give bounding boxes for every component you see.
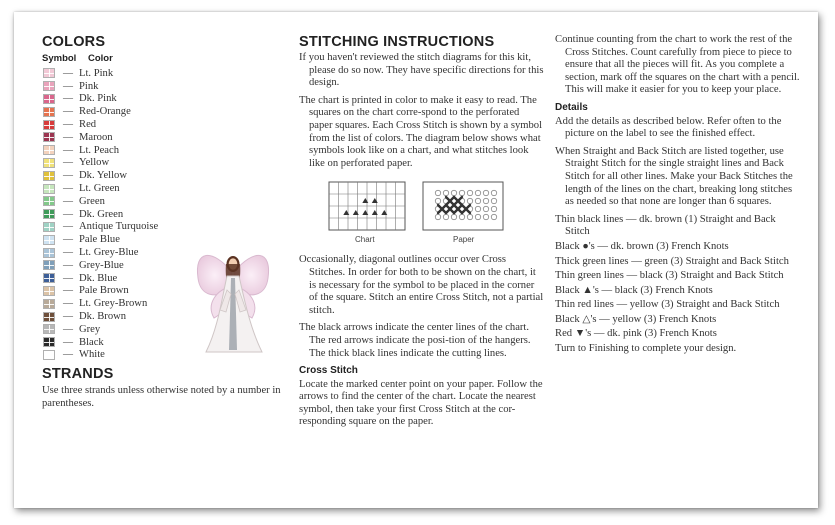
- color-symbol-swatch: [43, 184, 55, 194]
- color-symbol-swatch: [43, 299, 55, 309]
- color-key-row: [42, 157, 158, 170]
- color-key-row: [42, 297, 158, 310]
- key-dash: —: [63, 119, 73, 131]
- color-symbol-swatch: [43, 171, 55, 181]
- color-name: Dk. Blue: [79, 272, 118, 284]
- color-symbol-swatch: [43, 209, 55, 219]
- key-dash: —: [63, 336, 73, 348]
- key-dash: —: [63, 157, 73, 169]
- color-key-row: [42, 80, 158, 93]
- details-column: [555, 12, 800, 361]
- stitching-intro: If you haven't reviewed the stitch diagrams for this kit, please do so now. They have specific directions for this design.: [299, 52, 544, 89]
- detail-item: Black ▲'s — black (3) French Knots: [555, 284, 713, 296]
- color-name: Lt. Green: [79, 183, 120, 195]
- color-key-row: [42, 272, 158, 285]
- color-symbol-swatch: [43, 286, 55, 296]
- straight-back-stitch-text: When Straight and Back Stitch are listed together, use Straight Stitch for the single straight lines and Back Stitch for all other lines. Make your Back Stitches the length of the lines on the chart, breaking long stitches as needed so that none are longer than 6 squares.: [555, 145, 793, 208]
- color-key-row: [42, 208, 158, 221]
- diagonal-outlines-text: Occasionally, diagonal outlines occur over Cross Stitches. In order for both to be shown on the chart, it is necessary for the symbol to be placed in the corner of the square. Stitch an entire Cross Stitch, not a partial stitch.: [299, 254, 544, 316]
- color-name: Red: [79, 119, 97, 131]
- finishing-text: Turn to Finishing to complete your design.: [555, 343, 737, 355]
- key-dash: —: [63, 272, 73, 284]
- paper-label: Paper: [453, 235, 475, 245]
- colors-heading: COLORS: [42, 34, 106, 50]
- key-dash: —: [63, 285, 73, 297]
- key-dash: —: [63, 349, 73, 361]
- cross-stitch-heading: Cross Stitch: [299, 365, 358, 377]
- key-dash: —: [63, 144, 73, 156]
- key-dash: —: [63, 259, 73, 271]
- color-key-row: [42, 93, 158, 106]
- color-symbol-swatch: [43, 158, 55, 168]
- color-key-row: [42, 323, 158, 336]
- color-key-row: [42, 336, 158, 349]
- chart-diagram: [329, 182, 405, 230]
- color-name: Pale Blue: [79, 234, 120, 246]
- color-name: Pink: [79, 80, 99, 92]
- color-name: Dk. Yellow: [79, 170, 127, 182]
- symbol-column-header: Symbol: [42, 53, 77, 64]
- details-list: [555, 214, 800, 341]
- color-name: Grey: [79, 323, 101, 335]
- color-name: Dk. Brown: [79, 311, 127, 323]
- color-symbol-swatch: [43, 222, 55, 232]
- color-name: Dk. Pink: [79, 93, 117, 105]
- color-symbol-swatch: [43, 68, 55, 78]
- key-dash: —: [63, 170, 73, 182]
- color-key-row: [42, 67, 158, 80]
- color-name: Lt. Pink: [79, 67, 114, 79]
- key-dash: —: [63, 183, 73, 195]
- color-key-row: [42, 182, 158, 195]
- color-symbol-swatch: [43, 120, 55, 130]
- detail-item: Thin green lines — black (3) Straight and Back Stitch: [555, 270, 784, 282]
- color-symbol-swatch: [43, 81, 55, 91]
- stitching-chart-explanation: The chart is printed in color to make it easy to read. The squares on the chart corre-spond to the perforated paper squares. Each Cross Stitch is shown by a symbol from the list of colors. The diagram below shows what symbols look like on a chart, and what stitches look like on perforated paper.: [299, 94, 543, 169]
- chart-paper-diagram: [299, 178, 544, 248]
- color-key-row: [42, 144, 158, 157]
- key-dash: —: [63, 221, 73, 233]
- cross-stitch-text: Locate the marked center point on your paper. Follow the arrows to find the center of the chart. Locate the nearest symbol, then take your first Cross Stitch at the cor-responding square on the paper.: [299, 378, 543, 428]
- color-symbol-swatch: [43, 260, 55, 270]
- color-symbol-swatch: [43, 132, 55, 142]
- key-dash: —: [63, 93, 73, 105]
- color-symbol-swatch: [43, 235, 55, 245]
- key-dash: —: [63, 298, 73, 310]
- detail-item: Thin black lines — dk. brown (1) Straight and Back Stitch: [555, 213, 776, 238]
- angel-illustration: [192, 238, 274, 356]
- color-symbol-swatch: [43, 248, 55, 258]
- color-symbol-swatch: [43, 324, 55, 334]
- key-dash: —: [63, 311, 73, 323]
- color-key-row: [42, 169, 158, 182]
- key-dash: —: [63, 67, 73, 79]
- color-key-row: [42, 221, 158, 234]
- color-name: Antique Turquoise: [79, 221, 159, 233]
- key-dash: —: [63, 106, 73, 118]
- color-column-header: Color: [88, 53, 113, 64]
- key-dash: —: [63, 323, 73, 335]
- color-symbol-swatch: [43, 107, 55, 117]
- detail-item: Black △'s — yellow (3) French Knots: [555, 313, 717, 325]
- detail-item: Thick green lines — green (3) Straight and Back Stitch: [555, 255, 789, 267]
- instruction-sheet: [14, 12, 818, 508]
- stitching-column: [299, 12, 544, 434]
- color-name: Green: [79, 195, 105, 207]
- color-name: Maroon: [79, 131, 113, 143]
- color-key-row: [42, 246, 158, 259]
- color-name: Yellow: [79, 157, 110, 169]
- stitching-heading: STITCHING INSTRUCTIONS: [299, 34, 495, 50]
- color-name: Pale Brown: [79, 285, 129, 297]
- color-key-row: [42, 349, 158, 362]
- color-key-list: [42, 67, 158, 361]
- color-name: Lt. Grey-Blue: [79, 247, 139, 259]
- color-name: Lt. Peach: [79, 144, 120, 156]
- key-dash: —: [63, 234, 73, 246]
- detail-item: Thin red lines — yellow (3) Straight and Back Stitch: [555, 299, 780, 311]
- color-key-row: [42, 195, 158, 208]
- paper-diagram: [423, 182, 503, 230]
- color-name: Grey-Blue: [79, 259, 124, 271]
- color-key-row: [42, 310, 158, 323]
- color-name: Dk. Green: [79, 208, 124, 220]
- arrows-text: The black arrows indicate the center lines of the chart. The red arrows indicate the posi-tion of the hangers. The thick black lines indicate the cutting lines.: [299, 322, 531, 359]
- details-intro: Add the details as described below. Refer often to the picture on the label to see the finished effect.: [555, 115, 782, 140]
- strands-heading: STRANDS: [42, 366, 114, 382]
- detail-item: Black ●'s — dk. brown (3) French Knots: [555, 240, 729, 252]
- color-key-row: [42, 285, 158, 298]
- color-name: Red-Orange: [79, 106, 131, 118]
- strands-text: Use three strands unless otherwise noted by a number in parentheses.: [42, 385, 281, 409]
- key-dash: —: [63, 247, 73, 259]
- color-symbol-swatch: [43, 350, 55, 360]
- key-dash: —: [63, 208, 73, 220]
- color-symbol-swatch: [43, 312, 55, 322]
- key-dash: —: [63, 195, 73, 207]
- color-symbol-swatch: [43, 337, 55, 347]
- color-symbol-swatch: [43, 196, 55, 206]
- color-name: Black: [79, 336, 104, 348]
- color-name: White: [79, 349, 105, 361]
- chart-label: Chart: [355, 235, 375, 245]
- color-key-row: [42, 118, 158, 131]
- color-symbol-swatch: [43, 94, 55, 104]
- color-key-row: [42, 131, 158, 144]
- color-name: Lt. Grey-Brown: [79, 298, 148, 310]
- continue-counting-text: Continue counting from the chart to work the rest of the Cross Stitches. Count carefully from piece to piece to ensure that all the pieces will fit. As you complete a section, mark off the squares on the chart with a pencil. This will make it easier for you to keep your place.: [555, 34, 800, 96]
- key-dash: —: [63, 131, 73, 143]
- color-key-row: [42, 233, 158, 246]
- color-key-row: [42, 105, 158, 118]
- color-key-row: [42, 259, 158, 272]
- diagram-graphic: [299, 178, 544, 248]
- detail-item: Red ▼'s — dk. pink (3) French Knots: [555, 328, 717, 340]
- key-dash: —: [63, 80, 73, 92]
- details-heading: Details: [555, 101, 588, 113]
- color-symbol-swatch: [43, 145, 55, 155]
- color-symbol-swatch: [43, 273, 55, 283]
